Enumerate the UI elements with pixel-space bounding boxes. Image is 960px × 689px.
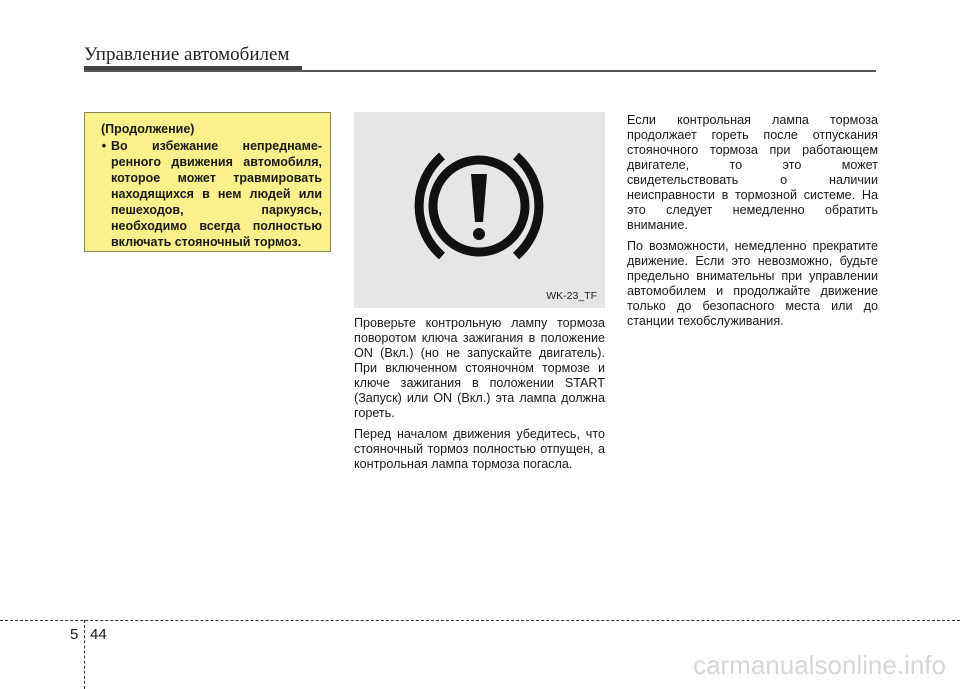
header-rule xyxy=(84,70,876,72)
paragraph-before-driving: Перед началом движения убедитесь, что стояночный тормоз полностью отпущен, а контрольная лампа тормоза погасла. xyxy=(354,427,605,471)
page-header-title: Управление автомобилем xyxy=(84,44,290,65)
warning-text: Во избежание непреднаме-ренного движения автомобиля, которое может травмировать находящихся в нем людей или пешеходов, паркуясь, необходимо всегда полностью включать стояночный тормоз. xyxy=(111,139,322,249)
warning-box xyxy=(84,112,331,252)
watermark: carmanualsonline.info xyxy=(693,650,946,680)
paragraph-check-lamp: Проверьте контрольную лампу тормоза поворотом ключа зажигания в положение ON (Вкл.) (но не запускайте двигатель). При включенном стояночном тормозе и ключе зажигания в положении START (Запуск) или ON (Вкл.) эта лампа должна гореть. xyxy=(354,316,605,420)
section-number: 5 xyxy=(70,626,79,643)
footer-rule-vertical xyxy=(84,620,86,689)
middle-column xyxy=(354,316,605,478)
figure-brake-lamp xyxy=(354,112,605,308)
page-number: 44 xyxy=(90,626,107,643)
figure-caption: WK-23_TF xyxy=(546,290,597,302)
warning-item xyxy=(93,138,322,250)
paragraph-lamp-stays-on: Если контрольная лампа тормоза продолжает гореть после отпускания стояночного тормоза при работающем двигателе, то это может свидетельствовать о наличии неисправности в тормозной системе. На это следует немедленно обратить внимание. xyxy=(627,113,878,232)
warning-title: (Продолжение) xyxy=(101,122,195,136)
brake-warning-icon xyxy=(354,112,605,308)
bullet-icon: • xyxy=(101,139,107,153)
paragraph-stop-driving: По возможности, немедленно прекратите движение. Если это невозможно, будьте предельно внимательны при управлении автомобилем и продолжайте движение только до безопасного места или до станции техобслуживания. xyxy=(627,239,878,328)
right-column xyxy=(627,113,878,335)
footer-rule-horizontal xyxy=(0,620,960,621)
